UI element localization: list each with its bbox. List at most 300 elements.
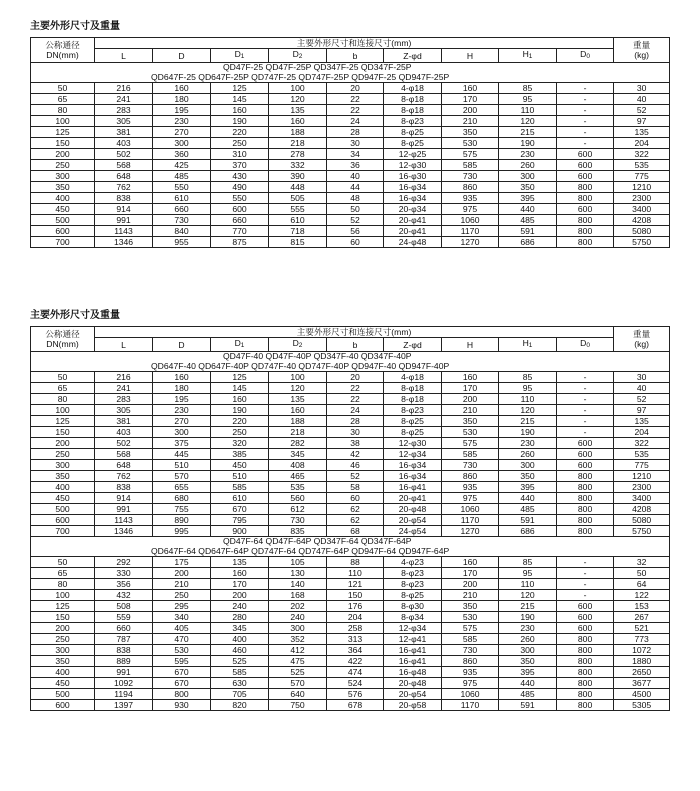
table-cell: 160: [269, 405, 327, 416]
table-cell: 12-φ30: [384, 160, 442, 171]
table-cell: -: [557, 83, 614, 94]
weight-header-label: 重量: [633, 40, 651, 50]
table-cell: 475: [269, 656, 327, 667]
table-cell: 258: [327, 623, 384, 634]
table-cell: 322: [614, 149, 670, 160]
table-cell: 305: [95, 405, 153, 416]
table-cell: 24: [327, 405, 384, 416]
table-cell: 8-φ25: [384, 590, 442, 601]
table-cell: 1397: [95, 700, 153, 711]
table-cell: 900: [211, 526, 269, 537]
table-cell: 800: [557, 645, 614, 656]
table-cell: 500: [31, 689, 95, 700]
table-cell: 465: [269, 471, 327, 482]
weight-header: [614, 38, 670, 63]
table-cell: 432: [95, 590, 153, 601]
model-list: [31, 537, 670, 557]
table-row: [31, 590, 670, 601]
table-cell: 559: [95, 612, 153, 623]
dn-header-label: DN(mm): [46, 50, 79, 60]
table-cell: 730: [269, 515, 327, 526]
table-cell: 28: [327, 416, 384, 427]
table-cell: 3677: [614, 678, 670, 689]
table-cell: 660: [153, 204, 211, 215]
model-line: QD647F-64 QD647F-64P QD747F-64 QD747F-64P QD947F-64 QD947F-64P: [151, 545, 450, 556]
table-cell: 575: [442, 149, 499, 160]
table-row: [31, 482, 670, 493]
table-cell: 600: [31, 515, 95, 526]
table-cell: 230: [499, 623, 557, 634]
table-cell: 8-φ25: [384, 416, 442, 427]
table-cell: 52: [327, 215, 384, 226]
table-cell: 20-φ41: [384, 215, 442, 226]
table-cell: 200: [442, 394, 499, 405]
table-cell: 65: [31, 383, 95, 394]
table-cell: 16-φ30: [384, 171, 442, 182]
table-cell: 838: [95, 193, 153, 204]
table-cell: 1170: [442, 700, 499, 711]
table-row: [31, 204, 670, 215]
table-cell: 160: [442, 557, 499, 568]
dn-header-label: DN(mm): [46, 339, 79, 349]
table-cell: 403: [95, 427, 153, 438]
table-cell: 50: [31, 557, 95, 568]
table-cell: 160: [153, 83, 211, 94]
column-header: H: [442, 49, 499, 63]
table-cell: 110: [499, 105, 557, 116]
table-cell: 670: [153, 678, 211, 689]
table-cell: 800: [557, 700, 614, 711]
table-cell: 240: [269, 612, 327, 623]
table-cell: 20-φ58: [384, 700, 442, 711]
table-cell: 364: [327, 645, 384, 656]
table-cell: 585: [442, 634, 499, 645]
table-cell: 995: [153, 526, 211, 537]
table-cell: 560: [269, 493, 327, 504]
table-cell: 65: [31, 568, 95, 579]
table-cell: 787: [95, 634, 153, 645]
table-cell: 1270: [442, 237, 499, 248]
table-cell: 210: [442, 590, 499, 601]
table-cell: 381: [95, 127, 153, 138]
table-cell: 153: [614, 601, 670, 612]
table-cell: 300: [499, 171, 557, 182]
table-cell: 218: [269, 427, 327, 438]
table-cell: 160: [269, 116, 327, 127]
table-cell: 44: [327, 182, 384, 193]
table-cell: 600: [557, 623, 614, 634]
table-cell: 762: [95, 182, 153, 193]
table-cell: 508: [95, 601, 153, 612]
table-cell: 800: [557, 634, 614, 645]
table-row: [31, 493, 670, 504]
table-cell: 320: [211, 438, 269, 449]
table-cell: 648: [95, 171, 153, 182]
table-row: [31, 193, 670, 204]
table-cell: 600: [557, 171, 614, 182]
table-row: [31, 515, 670, 526]
column-header: D2: [269, 49, 327, 63]
table-cell: 95: [499, 94, 557, 105]
table-cell: 292: [95, 557, 153, 568]
table-cell: 160: [442, 83, 499, 94]
table-row: [31, 689, 670, 700]
table-cell: 50: [327, 204, 384, 215]
table-cell: 250: [211, 138, 269, 149]
table-cell: 5750: [614, 526, 670, 537]
table-cell: 815: [269, 237, 327, 248]
table-cell: 838: [95, 645, 153, 656]
table-cell: 800: [557, 237, 614, 248]
table-cell: 460: [211, 645, 269, 656]
table-cell: 60: [327, 237, 384, 248]
table-row: [31, 416, 670, 427]
table-cell: 655: [153, 482, 211, 493]
table-row: [31, 634, 670, 645]
table-cell: 400: [31, 193, 95, 204]
table-cell: 283: [95, 105, 153, 116]
table-cell: 450: [31, 204, 95, 215]
table-cell: 600: [557, 612, 614, 623]
table-cell: 450: [211, 460, 269, 471]
table-cell: 1072: [614, 645, 670, 656]
table-cell: 585: [442, 449, 499, 460]
table-cell: 12-φ34: [384, 623, 442, 634]
table-cell: 2300: [614, 193, 670, 204]
table-cell: 16-φ34: [384, 460, 442, 471]
table-cell: 12-φ30: [384, 438, 442, 449]
table-row: [31, 394, 670, 405]
model-line: QD47F-64 QD47F-64P QD347F-64 QD347F-64P: [223, 536, 412, 546]
table-cell: 395: [499, 667, 557, 678]
table-cell: 405: [153, 623, 211, 634]
table-cell: 8-φ23: [384, 405, 442, 416]
table-cell: 750: [269, 700, 327, 711]
table-cell: 216: [95, 83, 153, 94]
table-cell: 800: [557, 493, 614, 504]
table-cell: 110: [499, 394, 557, 405]
table-cell: 585: [211, 667, 269, 678]
table-cell: 300: [499, 460, 557, 471]
column-header: D1: [211, 338, 269, 352]
table-cell: 505: [269, 193, 327, 204]
table-cell: 200: [442, 105, 499, 116]
table-cell: 125: [211, 83, 269, 94]
table-cell: -: [557, 105, 614, 116]
table-cell: 610: [269, 215, 327, 226]
table-cell: 889: [95, 656, 153, 667]
table-cell: 95: [499, 568, 557, 579]
table-cell: 730: [442, 171, 499, 182]
table-cell: 440: [499, 678, 557, 689]
table-cell: 135: [269, 105, 327, 116]
table-cell: 64: [614, 579, 670, 590]
table-cell: 24-φ54: [384, 526, 442, 537]
table-cell: 135: [269, 394, 327, 405]
column-header: H: [442, 338, 499, 352]
table-cell: 322: [614, 438, 670, 449]
model-row: [31, 352, 670, 372]
table-cell: 110: [499, 579, 557, 590]
table-cell: 16-φ41: [384, 656, 442, 667]
table-row: [31, 438, 670, 449]
table-cell: 120: [269, 94, 327, 105]
table-cell: 125: [31, 601, 95, 612]
table-cell: 524: [327, 678, 384, 689]
table-row: [31, 127, 670, 138]
table-cell: 100: [31, 590, 95, 601]
table-cell: 525: [211, 656, 269, 667]
table-cell: 300: [31, 171, 95, 182]
spec-section-2: [30, 310, 660, 711]
table-cell: 88: [327, 557, 384, 568]
table-cell: 28: [327, 127, 384, 138]
table-cell: 860: [442, 471, 499, 482]
table-cell: 381: [95, 416, 153, 427]
table-cell: 65: [31, 94, 95, 105]
table-cell: 600: [557, 601, 614, 612]
table-cell: 313: [327, 634, 384, 645]
table-cell: 1170: [442, 515, 499, 526]
table-cell: 555: [269, 204, 327, 215]
spec-section-1: [30, 21, 660, 248]
table-cell: 1880: [614, 656, 670, 667]
table-cell: 440: [499, 493, 557, 504]
table-cell: 200: [442, 579, 499, 590]
dn-header: [31, 327, 95, 352]
table-cell: 62: [327, 504, 384, 515]
table-row: [31, 623, 670, 634]
table-cell: 535: [269, 482, 327, 493]
table-cell: 600: [557, 149, 614, 160]
table-cell: 282: [269, 438, 327, 449]
table-cell: 400: [211, 634, 269, 645]
model-list: [31, 352, 670, 372]
table-cell: 24-φ48: [384, 237, 442, 248]
table-cell: 914: [95, 204, 153, 215]
column-header: L: [95, 49, 153, 63]
table-cell: 4-φ23: [384, 557, 442, 568]
table-cell: 975: [442, 678, 499, 689]
table-cell: 200: [31, 623, 95, 634]
table-cell: 40: [614, 94, 670, 105]
table-cell: 350: [499, 182, 557, 193]
table-cell: 100: [31, 405, 95, 416]
table-cell: 52: [614, 105, 670, 116]
table-cell: 930: [153, 700, 211, 711]
column-header: H1: [499, 49, 557, 63]
table-cell: 1060: [442, 689, 499, 700]
table-cell: 485: [499, 689, 557, 700]
table-row: [31, 612, 670, 623]
weight-header-label: (kg): [634, 50, 650, 60]
table-cell: 8-φ23: [384, 116, 442, 127]
table-cell: 800: [557, 504, 614, 515]
table-cell: 350: [442, 601, 499, 612]
table-row: [31, 105, 670, 116]
table-cell: 820: [211, 700, 269, 711]
table-cell: 267: [614, 612, 670, 623]
table-cell: 8-φ25: [384, 427, 442, 438]
table-cell: 22: [327, 394, 384, 405]
table-cell: 30: [327, 138, 384, 149]
table-cell: 730: [442, 460, 499, 471]
spec-table: [30, 37, 670, 248]
table-cell: 160: [442, 372, 499, 383]
table-cell: 570: [153, 471, 211, 482]
weight-header-label: 重量: [633, 329, 651, 339]
table-cell: 16-φ34: [384, 182, 442, 193]
table-cell: 8-φ30: [384, 601, 442, 612]
table-cell: 204: [614, 138, 670, 149]
table-cell: 1346: [95, 237, 153, 248]
table-cell: 370: [211, 160, 269, 171]
table-cell: 240: [211, 601, 269, 612]
table-row: [31, 83, 670, 94]
table-cell: 585: [211, 482, 269, 493]
table-cell: 300: [499, 645, 557, 656]
table-cell: 350: [31, 182, 95, 193]
table-cell: 300: [31, 645, 95, 656]
table-cell: 16-φ48: [384, 667, 442, 678]
table-cell: 125: [31, 127, 95, 138]
table-cell: 220: [211, 127, 269, 138]
table-cell: 332: [269, 160, 327, 171]
table-row: [31, 557, 670, 568]
table-cell: 600: [557, 160, 614, 171]
table-cell: 5750: [614, 237, 670, 248]
table-cell: -: [557, 116, 614, 127]
table-row: [31, 700, 670, 711]
table-cell: 30: [327, 427, 384, 438]
table-cell: 36: [327, 160, 384, 171]
table-cell: 570: [269, 678, 327, 689]
table-cell: 430: [211, 171, 269, 182]
table-cell: 585: [442, 160, 499, 171]
table-cell: 120: [269, 383, 327, 394]
table-cell: 686: [499, 526, 557, 537]
column-header-row: [31, 338, 670, 352]
table-cell: 150: [31, 138, 95, 149]
table-cell: 8-φ23: [384, 579, 442, 590]
table-cell: 1210: [614, 182, 670, 193]
table-cell: 60: [327, 493, 384, 504]
table-row: [31, 460, 670, 471]
table-cell: 345: [211, 623, 269, 634]
table-cell: 5080: [614, 515, 670, 526]
table-cell: 270: [153, 416, 211, 427]
table-cell: 991: [95, 667, 153, 678]
table-cell: 80: [31, 105, 95, 116]
model-row: [31, 63, 670, 83]
table-cell: 550: [211, 193, 269, 204]
table-cell: 190: [499, 427, 557, 438]
table-cell: 12-φ25: [384, 149, 442, 160]
table-row: [31, 171, 670, 182]
table-cell: 110: [327, 568, 384, 579]
table-cell: 350: [31, 656, 95, 667]
header-row: [31, 38, 670, 49]
table-cell: 360: [153, 149, 211, 160]
table-cell: 502: [95, 149, 153, 160]
table-cell: 530: [442, 138, 499, 149]
table-cell: 800: [557, 471, 614, 482]
table-cell: 150: [31, 612, 95, 623]
table-cell: 680: [153, 493, 211, 504]
table-row: [31, 526, 670, 537]
table-cell: 408: [269, 460, 327, 471]
table-cell: 773: [614, 634, 670, 645]
table-cell: 204: [327, 612, 384, 623]
table-cell: 550: [153, 182, 211, 193]
table-cell: 600: [557, 438, 614, 449]
table-cell: 310: [211, 149, 269, 160]
table-cell: 470: [153, 634, 211, 645]
table-cell: 875: [211, 237, 269, 248]
table-cell: 32: [614, 557, 670, 568]
table-cell: 22: [327, 105, 384, 116]
table-cell: 170: [442, 94, 499, 105]
table-cell: 188: [269, 416, 327, 427]
table-cell: 510: [211, 471, 269, 482]
table-cell: 448: [269, 182, 327, 193]
table-cell: 250: [31, 160, 95, 171]
table-cell: 260: [499, 634, 557, 645]
table-cell: 215: [499, 601, 557, 612]
table-cell: 20-φ34: [384, 204, 442, 215]
table-cell: 340: [153, 612, 211, 623]
table-row: [31, 579, 670, 590]
table-row: [31, 405, 670, 416]
column-header: L: [95, 338, 153, 352]
table-cell: 502: [95, 438, 153, 449]
table-cell: 330: [95, 568, 153, 579]
table-cell: 20-φ41: [384, 226, 442, 237]
table-cell: -: [557, 416, 614, 427]
column-header: D0: [557, 49, 614, 63]
table-cell: 800: [557, 678, 614, 689]
table-cell: 600: [211, 204, 269, 215]
table-cell: 300: [153, 138, 211, 149]
table-cell: 350: [499, 471, 557, 482]
table-cell: 350: [31, 471, 95, 482]
table-cell: 4500: [614, 689, 670, 700]
table-row: [31, 504, 670, 515]
table-cell: 50: [31, 372, 95, 383]
table-cell: 85: [499, 372, 557, 383]
dimension-header: 主要外形尺寸和连接尺寸(mm): [95, 38, 614, 49]
table-cell: 600: [557, 460, 614, 471]
table-cell: 180: [153, 383, 211, 394]
table-cell: 8-φ34: [384, 612, 442, 623]
table-cell: 20-φ41: [384, 493, 442, 504]
column-header: Z-φd: [384, 338, 442, 352]
table-cell: 8-φ25: [384, 127, 442, 138]
table-cell: 48: [327, 193, 384, 204]
table-cell: 800: [557, 667, 614, 678]
table-cell: 700: [31, 526, 95, 537]
table-cell: 145: [211, 383, 269, 394]
table-cell: 800: [557, 482, 614, 493]
table-cell: 670: [153, 667, 211, 678]
table-cell: 16-φ34: [384, 471, 442, 482]
table-cell: 350: [499, 656, 557, 667]
table-cell: 241: [95, 94, 153, 105]
table-cell: 22: [327, 383, 384, 394]
table-cell: 568: [95, 160, 153, 171]
table-cell: 485: [153, 171, 211, 182]
table-cell: 95: [499, 383, 557, 394]
